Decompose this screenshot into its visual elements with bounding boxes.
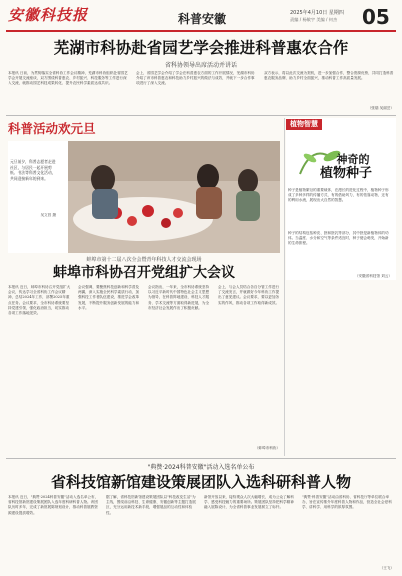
divider: [6, 115, 396, 116]
column-divider: [284, 118, 285, 456]
article-body: 本报讯 近日，蚌埠市科协召开党组扩大会议，传达学习全省科协工作会议精神，总结2024年工作，部署2025年重点任务。会议要求，全市科协系统要坚持党建引领，强化政治担当，切实推动各项工作落地见效。: [8, 285, 71, 316]
byline: （张瑞 吴丽芸）: [367, 106, 394, 110]
issue-date: 2025年4月10日 星期四: [290, 10, 344, 16]
article-body: 会上，省园艺学会介绍了学会在科普惠农方面的工作开展情况，芜湖市科协介绍了该市科普惠农和科技助力乡村振兴的做法与成效，并就下一步合作事项进行了深入交流。: [136, 71, 255, 86]
subheadline-wuhu: 省科协领导出席活动并讲话: [164, 62, 237, 69]
byline: （蚌埠市科协）: [254, 446, 280, 450]
article-body: 种子的结构包括种皮、胚和胚乳等部分，其中胚是新植物体的幼体。当温度、水分和空气等条件适宜时，种子便会萌发，开始新的生命旅程。: [288, 231, 389, 246]
photo-feature-title: 科普活动欢元旦: [8, 121, 96, 136]
article-body: 本报讯 日前，为贯彻落实全省科协工作会议精神，芜湖市科协组织赴省园艺学会开展交流座谈，双方围绕科普惠农、乡村振兴、科技服务等工作进行深入交流，就推动园艺科技成果转化、提升农民科学素质达成共识。: [8, 71, 128, 86]
article-body: 会议强调，要聚焦科技创新和科学普及两翼，深入实施全民科学素质行动，加强科技工作者队伍建设，推进学会改革发展，不断提升服务创新发展的能力和水平。: [78, 285, 140, 310]
plant-title-line2: 植物种子: [319, 166, 372, 181]
section-title: 科普安徽: [178, 12, 227, 26]
article-body: 会议指出，一年来，全市科协系统坚持以习近平新时代中国特色社会主义思想为指导，在科普阵地建设、科技人才服务、学术交流等方面取得新进展，为全市经济社会发展作出了积极贡献。: [148, 285, 210, 310]
headline-bengbu: 蚌埠市科协召开党组扩大会议: [53, 265, 235, 281]
header-rule: [6, 30, 396, 32]
kicker: "典赞·2024科普安徽"活动入选名单公布: [147, 464, 255, 471]
photo-caption: 蚌埠市第十二届八次全会暨青年科技人才交流会现场: [86, 257, 202, 263]
article-body: 新馆开放以来，接待观众人次大幅增长，成为公众了解科学、感受科技魅力的重要场所。策展团队坚持把科学精神融入展陈设计，为全省科普事业发展树立了标杆。: [204, 495, 294, 510]
article-body: 种子是植物繁衍的重要载体，在漫长的进化过程中，植物种子形成了多种多样的传播方式，有的借助风力，有的依靠动物，还有的利用水流，展现出大自然的智慧。: [288, 188, 389, 203]
article-body: 本报讯 近日，"典赞·2024科普安徽"活动入选名单公布，省科技馆新馆建设策展团队入选年度科研科普人物。该团队历时多年，完成了新馆展陈规划设计，推动科普展教资源建设提质增效。: [8, 495, 99, 515]
headline-wuhu: 芜湖市科协赴省园艺学会推进科普惠农合作: [53, 39, 349, 57]
editor-credits: 责编 / 杨敏宇 美编 / 何杰: [290, 17, 338, 22]
article-body: "典赞·科普安徽"活动由省科协、省科技厅等单位联合举办，旨在宣传推介年度科普人物和作品，营造全社会爱科学、讲科学、用科学的浓厚氛围。: [302, 495, 392, 510]
divider: [6, 458, 396, 459]
photo-feature-caption: 元旦前夕，科普志愿者走进社区，与居民一起开展剪纸、书法等科普文化活动，共同迎接新年的到来。: [10, 159, 56, 181]
photo-credit: 吴文昌 摄: [40, 213, 56, 217]
article-body: 双方表示，将以此次交流为契机，进一步加强合作，整合资源优势，共同打造科普惠农服务品牌，助力乡村全面振兴，推动科普工作高质量发展。: [264, 71, 394, 81]
plant-title-line1: 神奇的: [336, 153, 370, 166]
masthead-logo: 安徽科技报: [8, 6, 89, 24]
headline-science-museum: 省科技馆新馆建设策展团队入选科研科普人物: [50, 473, 351, 491]
byline: （王飞）: [379, 566, 394, 570]
column-label: 植物智慧: [286, 119, 322, 130]
article-body: 据了解，省科技馆新馆建设策展团队以"科技改变生活"为主线，围绕前沿科技、生命健康、安徽创新等主题打造展区，充分运用新技术新手段，增强展品的互动性和体验性。: [106, 495, 196, 515]
page-number: 05: [362, 5, 390, 29]
byline: （安徽省科技馆 刘云）: [354, 274, 392, 278]
article-body: 会上，与会人员结合各自分管工作进行了交流发言，并就做好今年科协工作提出了意见建议。会议要求，要以更加务实的作风，推动各项工作取得新成效。: [218, 285, 280, 305]
